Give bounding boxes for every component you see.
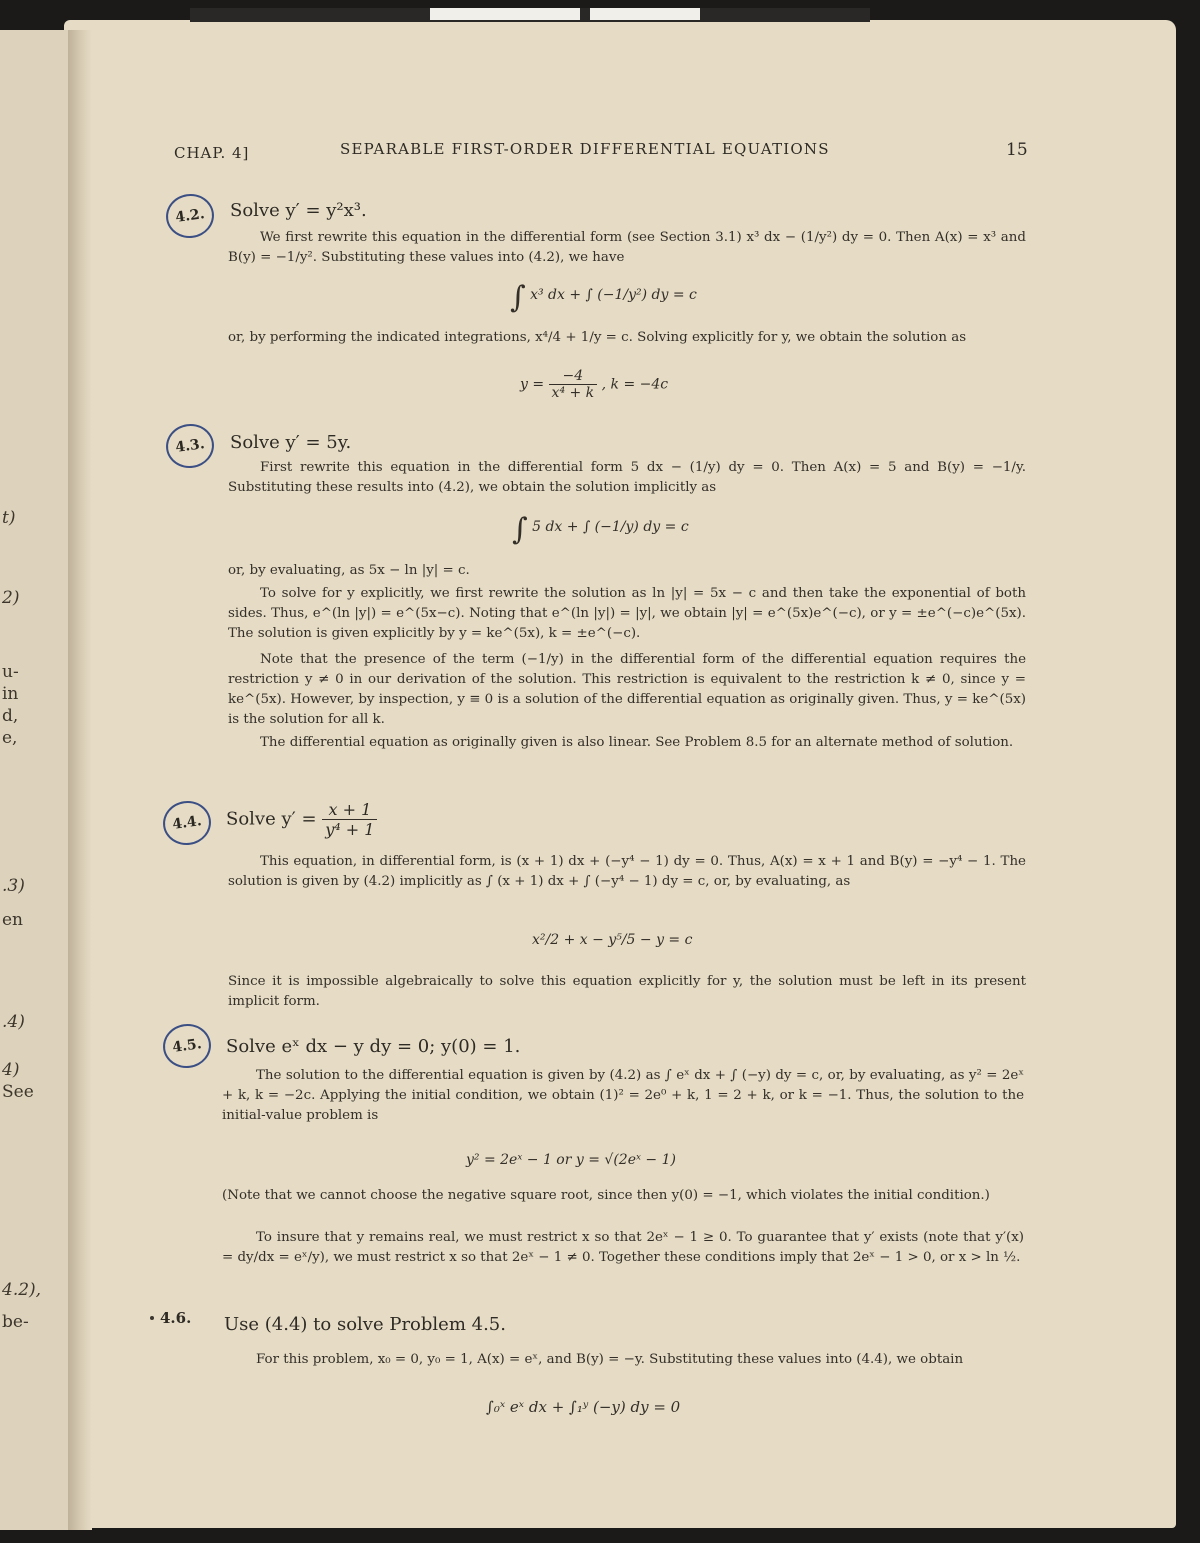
margin-fragment: be- [2,1312,29,1332]
problem-text: The differential equation as originally given is also linear. See Problem 8.5 for an alternate method of solution. [260,735,1014,750]
problem-text: or, by performing the indicated integrations, x⁴/4 + 1/y = c. Solving explicitly for y, we obtain the solution as [228,330,967,345]
equation [512,512,689,547]
margin-fragment: .3) [2,876,25,896]
problem-text: First rewrite this equation in the differential form 5 dx − (1/y) dy = 0. Then A(x) = 5 and B(y) = −1/y. Substituting these results into (4.2), we obtain the solution implicitly as [228,460,1026,495]
equation: ∫₀ˣ eˣ dx + ∫₁ʸ (−y) dy = 0 [486,1398,681,1416]
equation-text: y = [520,376,545,393]
margin-fragment: t) [2,508,16,528]
equation [520,368,668,401]
margin-fragment: See [2,1082,34,1102]
problem-text: To insure that y remains real, we must restrict x so that 2eˣ − 1 ≥ 0. To guarantee that y′ exists (note that y′(x) = dy/dx = eˣ/y), we must restrict x so that 2eˣ − 1 ≠ 0. Together these conditions imply that 2eˣ − 1 > 0, or x > ln ½. [222,1230,1024,1265]
integral-sign: ∫ [510,280,526,315]
problem-label-circled: 4.4. [160,798,214,848]
fraction-denominator: x⁴ + k [551,385,595,401]
chapter-label: CHAP. 4] [174,144,250,162]
margin-fragment: .4) [2,1012,25,1032]
margin-fragment: 4.2), [2,1280,42,1300]
problem-text: To solve for y explicitly, we first rewrite the solution as ln |y| = 5x − c and then take the exponential of both sides. Thus, e^(ln |y|) = e^(5x−c). Noting that e^(ln |y|) = |y|, we obtain |y| = e^(5x)e^(−c), or y = ±e^(−c)e^(5x). The solution is given explicitly by y = ke^(5x), k = ±e^(−c). [228,586,1026,641]
equation: y² = 2eˣ − 1 or y = √(2eˣ − 1) [466,1152,676,1168]
statement-prefix: Solve y′ = [226,808,317,830]
margin-fragment: 2) [2,588,20,608]
fraction-numerator: x + 1 [322,800,377,820]
problem-text: The solution to the differential equation is given by (4.2) as ∫ eˣ dx + ∫ (−y) dy = c, or, by evaluating, as y² = 2eˣ + k, k = −2c. Applying the initial condition, we obtain (1)² = 2e⁰ + k, 1 = 2 + k, or k = −1. Thus, the solution to the initial-value problem is [222,1068,1024,1123]
problem-text: For this problem, x₀ = 0, y₀ = 1, A(x) = eˣ, and B(y) = −y. Substituting these values into (4.4), we obtain [256,1352,964,1367]
problem-text: (Note that we cannot choose the negative square root, since then y(0) = −1, which violates the initial condition.) [222,1188,990,1203]
fraction-numerator: −4 [549,368,598,385]
problem-label: 4.6. [160,1309,192,1327]
equation [510,280,697,315]
problem-label-circled: 4.5. [160,1021,214,1071]
page-title: SEPARABLE FIRST-ORDER DIFFERENTIAL EQUATIONS [340,140,830,158]
equation: x²/2 + x − y⁵/5 − y = c [532,932,693,948]
margin-fragment: 4) [2,1060,20,1080]
problem-statement: Solve y′ = y²x³. [230,200,367,221]
margin-fragment: in [2,684,19,704]
problem-statement: Use (4.4) to solve Problem 4.5. [224,1314,506,1335]
supplementary-marker [150,1316,154,1320]
equation-text: , k = −4c [601,376,669,393]
margin-fragment: en [2,910,24,930]
problem-text: Since it is impossible algebraically to solve this equation explicitly for y, the solution must be left in its present implicit form. [228,974,1026,1009]
fraction [322,800,377,839]
page-number: 15 [1006,140,1028,160]
problem-text: This equation, in differential form, is (x + 1) dx + (−y⁴ − 1) dy = 0. Thus, A(x) = x + 1 and B(y) = −y⁴ − 1. The solution is given by (4.2) implicitly as ∫ (x + 1) dx + ∫ (−y⁴ − 1) dy = c, or, by evaluating, as [228,854,1026,889]
problem-statement: Solve y′ = 5y. [230,432,352,453]
problem-statement: Solve eˣ dx − y dy = 0; y(0) = 1. [226,1036,521,1057]
problem-label-circled: 4.2. [163,191,217,241]
problem-statement [226,800,377,839]
problem-label-circled: 4.3. [163,421,217,471]
integral-sign: ∫ [512,512,528,547]
margin-fragment: d, [2,706,19,726]
margin-fragment: e, [2,728,18,748]
fraction [549,368,598,401]
equation-text: x³ dx + ∫ (−1/y²) dy = c [530,287,697,303]
problem-text: We first rewrite this equation in the differential form (see Section 3.1) x³ dx − (1/y²) dy = 0. Then A(x) = x³ and B(y) = −1/y². Substituting these values into (4.2), we have [228,230,1026,265]
fraction-denominator: y⁴ + 1 [325,820,375,839]
problem-text: Note that the presence of the term (−1/y) in the differential form of the differential equation requires the restriction y ≠ 0 in our derivation of the solution. This restriction is equivalent to the restriction k ≠ 0, since y = ke^(5x). However, by inspection, y ≡ 0 is a solution of the differential equation as originally given. Thus, y = ke^(5x) is the solution for all k. [228,652,1026,727]
margin-fragment: u- [2,662,19,682]
problem-text: or, by evaluating, as 5x − ln |y| = c. [228,563,470,578]
equation-text: 5 dx + ∫ (−1/y) dy = c [532,519,689,535]
